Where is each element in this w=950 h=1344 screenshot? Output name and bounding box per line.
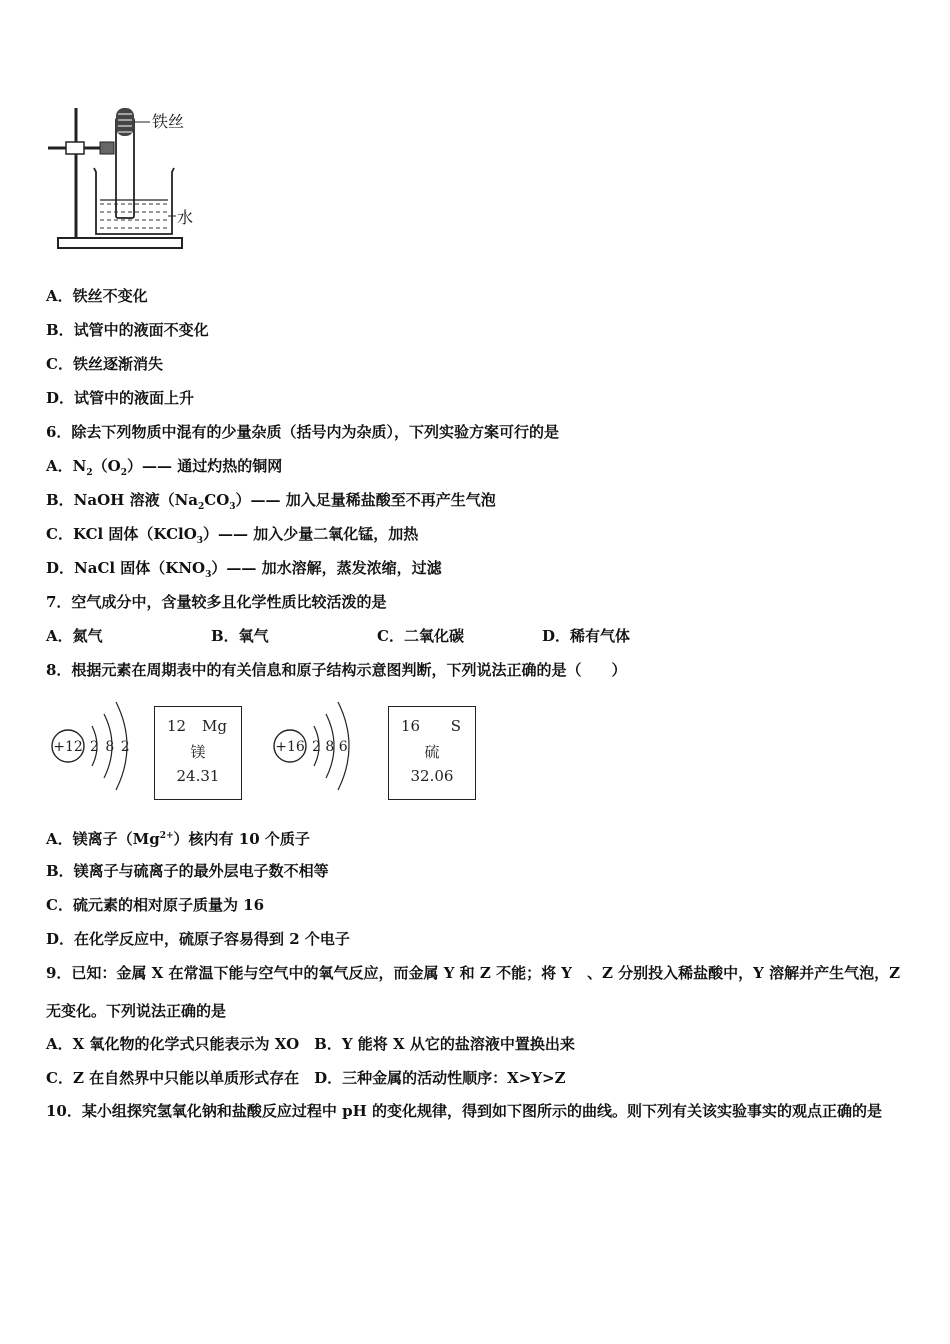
q6-option-d: D．NaCl 固体$(KNO_3)——$ 加水溶解，蒸发浓缩，过滤 (46, 559, 442, 580)
q5-option-c: C．铁丝逐渐消失 (46, 355, 163, 373)
svg-text:2 8 2: 2 8 2 (90, 739, 130, 755)
svg-text:2 8 6: 2 8 6 (312, 739, 348, 755)
iron-wire-label: 铁丝 (152, 112, 185, 131)
q7-stem: 7．空气成分中，含量较多且化学性质比较活泼的是 (46, 593, 387, 611)
q9-options-cd: C．Z 在自然界中只能以单质形式存在 D．三种金属的活动性顺序：X>Y>Z (46, 1069, 566, 1087)
q5-option-b: B．试管中的液面不变化 (46, 321, 209, 339)
mg-element-box: 12 Mg 镁 24.31 (154, 706, 242, 800)
q8-option-d: D．在化学反应中，硫原子容易得到 2 个电子 (46, 930, 350, 948)
svg-text:+12: +12 (53, 739, 83, 755)
s-element-box: 16 S 硫 32.06 (388, 706, 476, 800)
q7-option-d: D．稀有气体 (542, 627, 631, 645)
q6-option-c: C．KCl 固体（KClO$_3$）—— 加入少量二氧化锰，加热 (46, 525, 419, 546)
svg-text:+16: +16 (275, 739, 305, 755)
q8-option-b: B．镁离子与硫离子的最外层电子数不相等 (46, 862, 329, 880)
q9-stem: 9．已知：金属 X 在常温下能与空气中的氧气反应，而金属 Y 和 Z 不能；将 Y 、Z 分别投入稀盐酸中，Y 溶解并产生气泡，Z 无变化。下列说法正确的是 (46, 964, 901, 1020)
q7-option-a: A．氮气 (46, 627, 103, 645)
q6-option-b: B．NaOH 溶液$(Na_2CO_3)——$ 加入足量稀盐酸至不再产生气泡 (46, 491, 496, 512)
q8-option-a: A．镁离子$(Mg^{2+})$核内有 10 个质子 (46, 830, 310, 848)
q8-stem: 8．根据元素在周期表中的有关信息和原子结构示意图判断，下列说法正确的是（ ） (46, 661, 627, 679)
q8-option-c: C．硫元素的相对原子质量为 16 (46, 896, 265, 914)
q7-option-c: C．二氧化碳 (377, 627, 464, 645)
q6-option-a: A．$N_2(O_2)——$ 通过灼热的铜网 (46, 457, 283, 478)
q9-options-ab: A．X 氧化物的化学式只能表示为 XO B．Y 能将 X 从它的盐溶液中置换出来 (46, 1035, 575, 1053)
water-label: 水 (177, 208, 194, 227)
iron-wire-apparatus-figure (44, 100, 214, 255)
q7-option-b: B．氧气 (211, 627, 269, 645)
q6-stem: 6．除去下列物质中混有的少量杂质（括号内为杂质），下列实验方案可行的是 (46, 423, 559, 441)
q10-stem: 10．某小组探究氢氧化钠和盐酸反应过程中 pH 的变化规律，得到如下图所示的曲线。则下列有关该实验事实的观点正确的是 (46, 1102, 882, 1120)
mg-atom-structure-diagram (44, 690, 144, 800)
q5-option-d: D．试管中的液面上升 (46, 389, 195, 407)
q5-option-a: A．铁丝不变化 (46, 287, 148, 305)
s-atom-structure-diagram (266, 690, 366, 800)
